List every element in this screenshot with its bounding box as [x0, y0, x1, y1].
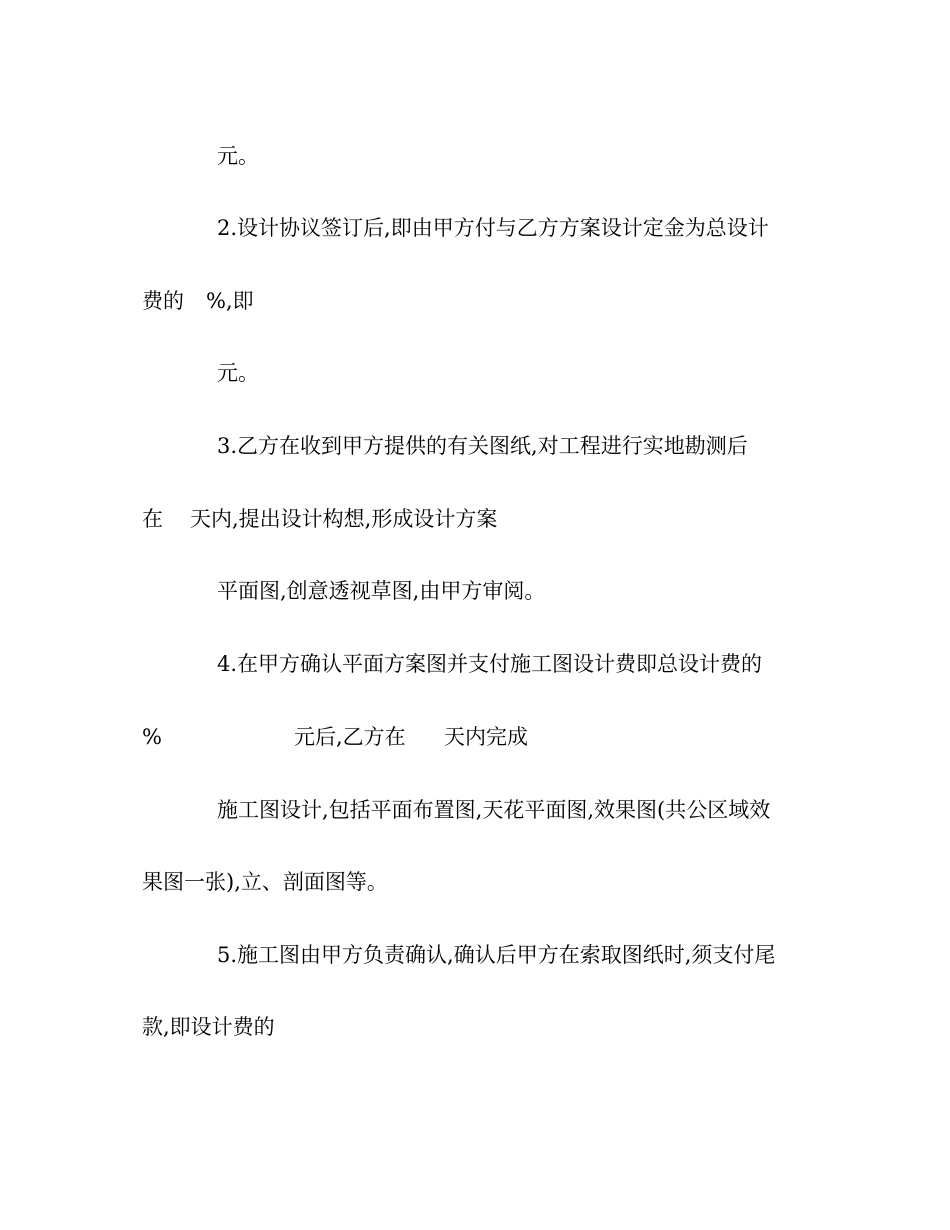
text-line: 元。	[217, 361, 259, 385]
text-segment: 在	[142, 507, 163, 531]
clause-5-line-2: 款,即设计费的	[142, 1015, 275, 1039]
clause-4-line-1: 4.在甲方确认平面方案图并支付施工图设计费即总设计费的	[217, 652, 763, 676]
clause-2-line-1: 2.设计协议签订后,即由甲方付与乙方方案设计定金为总设计	[217, 216, 769, 240]
clause-3-line-3: 平面图,创意透视草图,由甲方审阅。	[217, 579, 546, 603]
text-segment: 元后,乙方在	[294, 725, 406, 749]
text-segment: %	[142, 725, 162, 749]
clause-4-line-4: 果图一张),立、剖面图等。	[142, 870, 388, 894]
clause-5-line-1: 5.施工图由甲方负责确认,确认后甲方在索取图纸时,须支付尾	[217, 943, 776, 967]
clause-3-line-1: 3.乙方在收到甲方提供的有关图纸,对工程进行实地勘测后	[217, 434, 748, 458]
text-segment: 天内完成	[444, 725, 528, 749]
text-segment: 天内,提出设计构想,形成设计方案	[190, 507, 498, 531]
text-line: 元。	[217, 144, 259, 168]
text-segment: %,即	[206, 289, 254, 313]
clause-4-line-3: 施工图设计,包括平面布置图,天花平面图,效果图(共公区域效	[217, 798, 771, 822]
text-segment: 费的	[142, 289, 184, 313]
